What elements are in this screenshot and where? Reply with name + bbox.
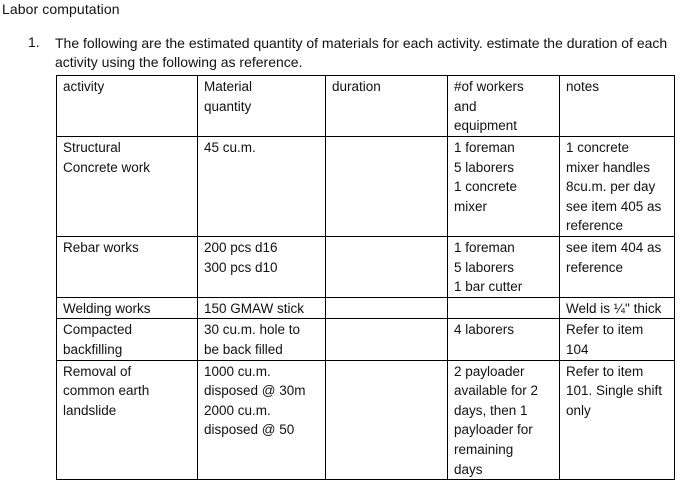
cell-duration [326,360,448,480]
header-notes: notes [560,76,675,137]
header-activity: activity [57,76,198,137]
activity-table [56,75,675,480]
cell-workers-equipment: 4 laborers [448,319,560,360]
cell-material-quantity: 150 GMAW stick [198,297,326,319]
question-number: 1. [28,34,40,50]
cell-duration [326,137,448,237]
cell-workers-equipment: 1 foreman 5 laborers 1 bar cutter [448,237,560,298]
header-workers-equipment: #of workers and equipment [448,76,560,137]
header-material-quantity: Material quantity [198,76,326,137]
header-duration: duration [326,76,448,137]
cell-notes: Weld is ¼" thick [560,297,675,319]
table-row [57,237,675,298]
cell-activity: Compacted backfilling [57,319,198,360]
table-row [57,137,675,237]
cell-duration [326,319,448,360]
cell-duration [326,237,448,298]
cell-notes: Refer to item 101. Single shift only [560,360,675,480]
cell-workers-equipment: 1 foreman 5 laborers 1 concrete mixer [448,137,560,237]
cell-notes: 1 concrete mixer handles 8cu.m. per day see item 405 as reference [560,137,675,237]
page-heading: Labor computation [2,1,120,17]
cell-activity: Welding works [57,297,198,319]
table-row [57,297,675,319]
cell-activity: Structural Concrete work [57,137,198,237]
cell-workers-equipment [448,297,560,319]
table-row [57,319,675,360]
cell-activity: Rebar works [57,237,198,298]
cell-material-quantity: 45 cu.m. [198,137,326,237]
table-row [57,360,675,480]
cell-material-quantity: 30 cu.m. hole to be back filled [198,319,326,360]
question-text: The following are the estimated quantity of materials for each activity. estimate the duration of each activity using the following as reference. [55,35,668,70]
cell-material-quantity: 1000 cu.m. disposed @ 30m 2000 cu.m. disposed @ 50 [198,360,326,480]
cell-notes: see item 404 as reference [560,237,675,298]
cell-material-quantity: 200 pcs d16 300 pcs d10 [198,237,326,298]
table-header-row [57,76,675,137]
cell-duration [326,297,448,319]
cell-notes: Refer to item 104 [560,319,675,360]
cell-workers-equipment: 2 payloader available for 2 days, then 1 payloader for remaining days [448,360,560,480]
cell-activity: Removal of common earth landslide [57,360,198,480]
